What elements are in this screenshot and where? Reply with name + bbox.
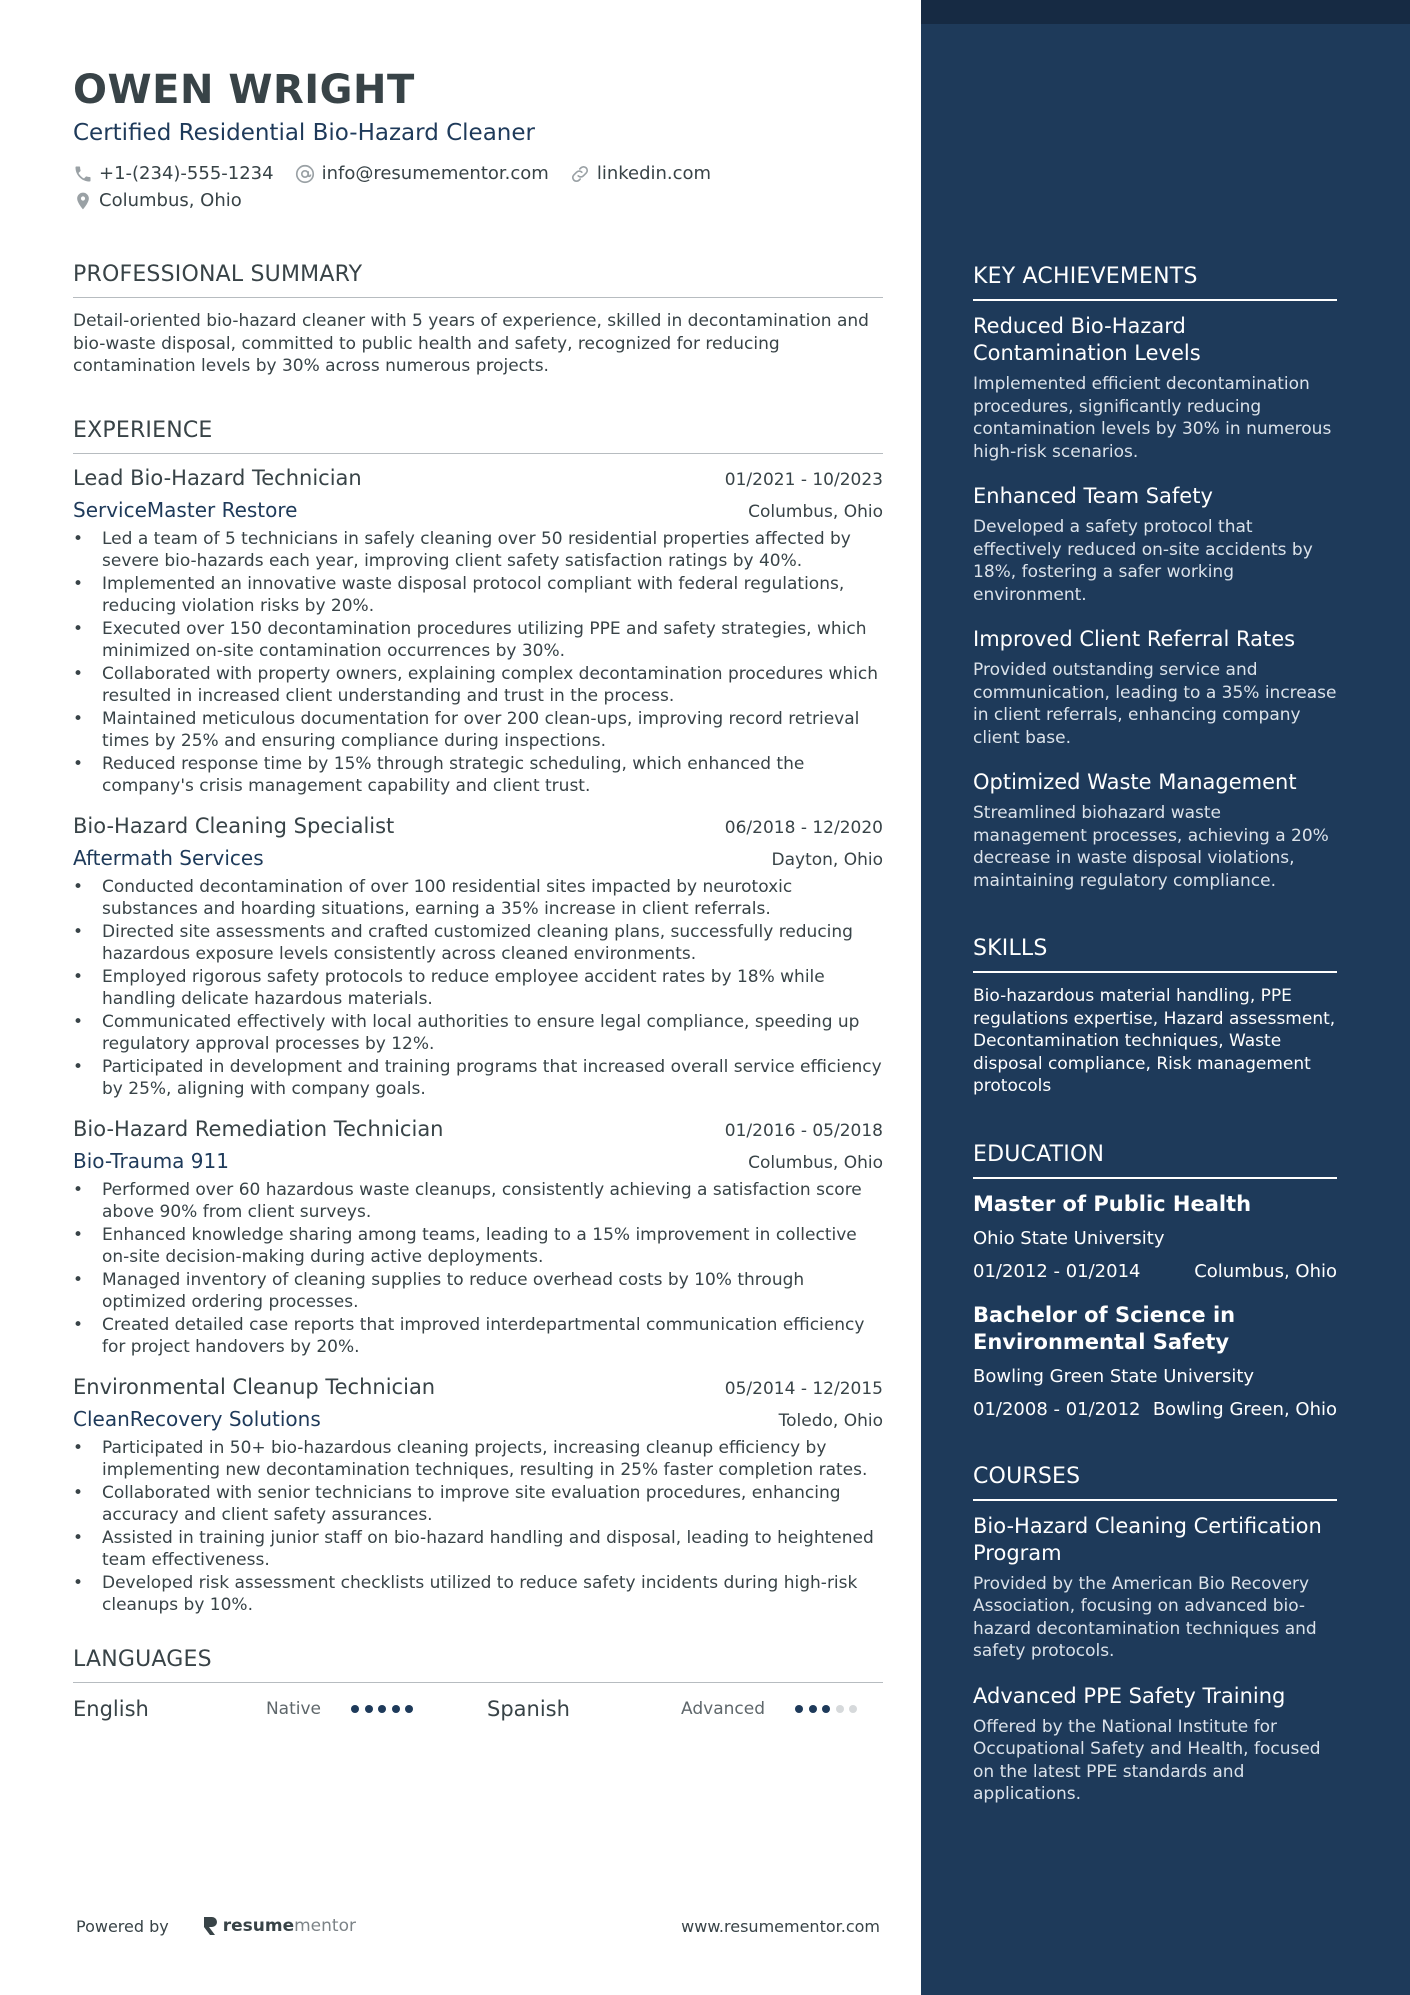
resumementor-logo-icon [201,1916,219,1936]
link-icon [569,163,591,185]
summary-text: Detail-oriented bio-hazard cleaner with 5 years of experience, skilled in decontamination and bio-waste disposal, committed to public health and safety, recognized for reducing contamination levels by 30% across numerous projects. [73,311,869,376]
bullet-item: • Assisted in training junior staff on bio-hazard handling and disposal, leading to heightened team effectiveness. [73,1527,883,1572]
job-title: Bio-Hazard Remediation Technician [73,1116,444,1141]
summary-heading: PROFESSIONAL SUMMARY [73,262,883,298]
education-degree: Bachelor of Science in Environmental Safety [973,1302,1236,1354]
bullet-item: • Collaborated with property owners, explaining complex decontamination procedures which resulted in increased client understanding and trust in the process. [73,663,883,708]
rating-dot-filled [795,1705,803,1713]
bullet-item: • Executed over 150 decontamination procedures utilizing PPE and safety strategies, which minimized on-site contamination occurrences by 30%. [73,618,883,663]
rating-dot-filled [809,1705,817,1713]
job-location: Dayton, Ohio [771,849,883,870]
course-item [973,1513,1337,1663]
job-location: Toledo, Ohio [778,1410,883,1431]
summary-section [73,262,883,378]
bullet-item: • Participated in 50+ bio-hazardous cleaning projects, increasing cleanup efficiency by implementing new decontamination techniques, resulting in 25% faster completion rates. [73,1437,883,1482]
job-company: CleanRecovery Solutions [73,1406,321,1431]
job-dates: 01/2016 - 05/2018 [724,1120,883,1141]
achievement-desc: Implemented efficient decontamination procedures, significantly reducing contamination levels by 30% in numerous high-risk scenarios. [973,374,1332,462]
achievement-item [973,626,1337,749]
rating-dot-filled [405,1705,413,1713]
education-section [973,1142,1337,1420]
brand-light: mentor [294,1916,356,1936]
courses-heading: COURSES [973,1464,1337,1501]
bullet-item: • Managed inventory of cleaning supplies to reduce overhead costs by 10% through optimized ordering processes. [73,1269,883,1314]
language-rating [795,1705,863,1713]
job-bullets [73,1437,883,1617]
language-name: English [73,1696,149,1721]
bullet-item: • Directed site assessments and crafted customized cleaning plans, successfully reducing hazardous exposure levels consistently across cleaned environments. [73,921,883,966]
bullet-item: • Employed rigorous safety protocols to reduce employee accident rates by 18% while handling delicate hazardous materials. [73,966,883,1011]
job-title: Bio-Hazard Cleaning Specialist [73,813,395,838]
job-location: Columbus, Ohio [748,501,883,522]
achievement-title: Enhanced Team Safety [973,484,1213,508]
brand-bold: resume [222,1916,295,1936]
rating-dot-filled [822,1705,830,1713]
linkedin-contact[interactable] [569,163,711,185]
skills-heading: SKILLS [973,936,1337,973]
email-contact[interactable] [294,163,549,185]
job-entry [73,1375,883,1617]
email-text: info@resumementor.com [321,163,549,184]
education-school: Bowling Green State University [973,1365,1255,1387]
contact-info [73,160,883,214]
education-dates: 01/2008 - 01/2012 [973,1398,1141,1420]
job-entry [73,466,883,798]
achievement-item [973,313,1337,463]
achievement-desc: Developed a safety protocol that effectively reduced on-site accidents by 18%, fostering a safer working environment. [973,517,1313,605]
skills-section [973,936,1337,1098]
achievement-title: Improved Client Referral Rates [973,627,1296,651]
bullet-item: • Maintained meticulous documentation for over 200 clean-ups, improving record retrieval times by 25% and ensuring compliance during inspections. [73,708,883,753]
achievement-title: Optimized Waste Management [973,770,1297,794]
job-bullets [73,528,883,798]
language-level: Advanced [681,1698,765,1719]
course-title: Advanced PPE Safety Training [973,1683,1286,1708]
rating-dot-empty [849,1705,857,1713]
bullet-item: • Participated in development and training programs that increased overall service efficiency by 25%, aligning with company goals. [73,1056,883,1101]
job-company: Bio-Trauma 911 [73,1148,229,1173]
achievements-section [973,264,1337,892]
achievement-item [973,483,1337,606]
rating-dot-filled [392,1705,400,1713]
education-item [973,1302,1337,1420]
footer [76,1916,880,1936]
bullet-item: • Enhanced knowledge sharing among teams, leading to a 15% improvement in collective on-site decision-making during active deployments. [73,1224,883,1269]
education-dates: 01/2012 - 01/2014 [973,1260,1141,1282]
courses-section [973,1464,1337,1806]
location-contact [73,190,242,212]
job-dates: 05/2014 - 12/2015 [724,1378,883,1399]
phone-icon [73,164,93,184]
candidate-title: Certified Residential Bio-Hazard Cleaner [73,120,535,146]
experience-heading: EXPERIENCE [73,418,883,454]
bullet-item: • Implemented an innovative waste disposal protocol compliant with federal regulations, reducing violation risks by 20%. [73,573,883,618]
candidate-name: OWEN WRIGHT [73,67,415,113]
job-company: ServiceMaster Restore [73,497,298,522]
location-text: Columbus, Ohio [99,190,242,211]
languages-section [73,1647,883,1723]
job-dates: 01/2021 - 10/2023 [724,469,883,490]
course-desc: Offered by the National Institute for Occupational Safety and Health, focused on the latest PPE standards and applications. [973,1716,1321,1804]
phone-text: +1-(234)-555-1234 [99,163,274,184]
phone-contact[interactable] [73,163,274,184]
education-location: Bowling Green, Ohio [1152,1398,1337,1420]
achievement-desc: Streamlined biohazard waste management processes, achieving a 20% decrease in waste disposal violations, maintaining regulatory compliance. [973,803,1329,891]
achievement-title: Reduced Bio-Hazard Contamination Levels [973,314,1201,365]
rating-dot-filled [365,1705,373,1713]
job-title: Lead Bio-Hazard Technician [73,465,362,490]
bullet-item: • Reduced response time by 15% through strategic scheduling, which enhanced the company's crisis management capability and client trust. [73,753,883,798]
bullet-item: • Communicated effectively with local authorities to ensure legal compliance, speeding up regulatory approval processes by 12%. [73,1011,883,1056]
education-heading: EDUCATION [973,1142,1337,1179]
job-bullets [73,876,883,1101]
powered-by-label: Powered by [76,1916,169,1936]
job-entry [73,1117,883,1359]
bullet-item: • Created detailed case reports that improved interdepartmental communication efficiency for project handovers by 20%. [73,1314,883,1359]
rating-dot-filled [378,1705,386,1713]
course-title: Bio-Hazard Cleaning Certification Program [973,1513,1322,1565]
education-item [973,1191,1337,1282]
education-school: Ohio State University [973,1227,1165,1249]
job-entry [73,814,883,1101]
job-location: Columbus, Ohio [748,1152,883,1173]
language-rating [351,1705,487,1713]
bullet-item: • Collaborated with senior technicians to improve site evaluation procedures, enhancing accuracy and client safety assurances. [73,1482,883,1527]
language-name: Spanish [487,1696,570,1721]
languages-heading: LANGUAGES [73,1647,883,1683]
bullet-item: • Performed over 60 hazardous waste cleanups, consistently achieving a satisfaction score above 90% from client surveys. [73,1179,883,1224]
rating-dot-filled [351,1705,359,1713]
brand-logo[interactable] [201,1916,356,1936]
linkedin-text: linkedin.com [596,163,712,184]
skills-text: Bio-hazardous material handling, PPE regulations expertise, Hazard assessment, Decontamination techniques, Waste disposal compliance, Risk management protocols [973,986,1336,1096]
main-column [73,66,883,1723]
education-location: Columbus, Ohio [1194,1260,1337,1282]
education-degree: Master of Public Health [973,1191,1252,1216]
job-title: Environmental Cleanup Technician [73,1374,436,1399]
job-company: Aftermath Services [73,845,264,870]
achievement-item [973,769,1337,892]
at-icon [294,163,316,185]
job-bullets [73,1179,883,1359]
bullet-item: • Conducted decontamination of over 100 residential sites impacted by neurotoxic substances and hoarding situations, earning a 35% increase in client referrals. [73,876,883,921]
achievement-desc: Provided outstanding service and communication, leading to a 35% increase in client referrals, enhancing company client base. [973,660,1337,748]
map-pin-icon [73,190,93,212]
sidebar-topbar [921,0,1410,24]
bullet-item: • Developed risk assessment checklists utilized to reduce safety incidents during high-risk cleanups by 10%. [73,1572,883,1617]
job-dates: 06/2018 - 12/2020 [724,817,883,838]
bullet-item: • Led a team of 5 technicians in safely cleaning over 50 residential properties affected by severe bio-hazards each year, improving client safety satisfaction ratings by 40%. [73,528,883,573]
achievements-heading: KEY ACHIEVEMENTS [973,264,1337,301]
course-desc: Provided by the American Bio Recovery Association, focusing on advanced bio-hazard decontamination techniques and safety protocols. [973,1573,1317,1661]
footer-website[interactable]: www.resumementor.com [681,1916,880,1936]
sidebar [921,0,1410,1995]
course-item [973,1683,1337,1806]
language-level: Native [265,1698,321,1719]
rating-dot-empty [836,1705,844,1713]
experience-section [73,418,883,1617]
